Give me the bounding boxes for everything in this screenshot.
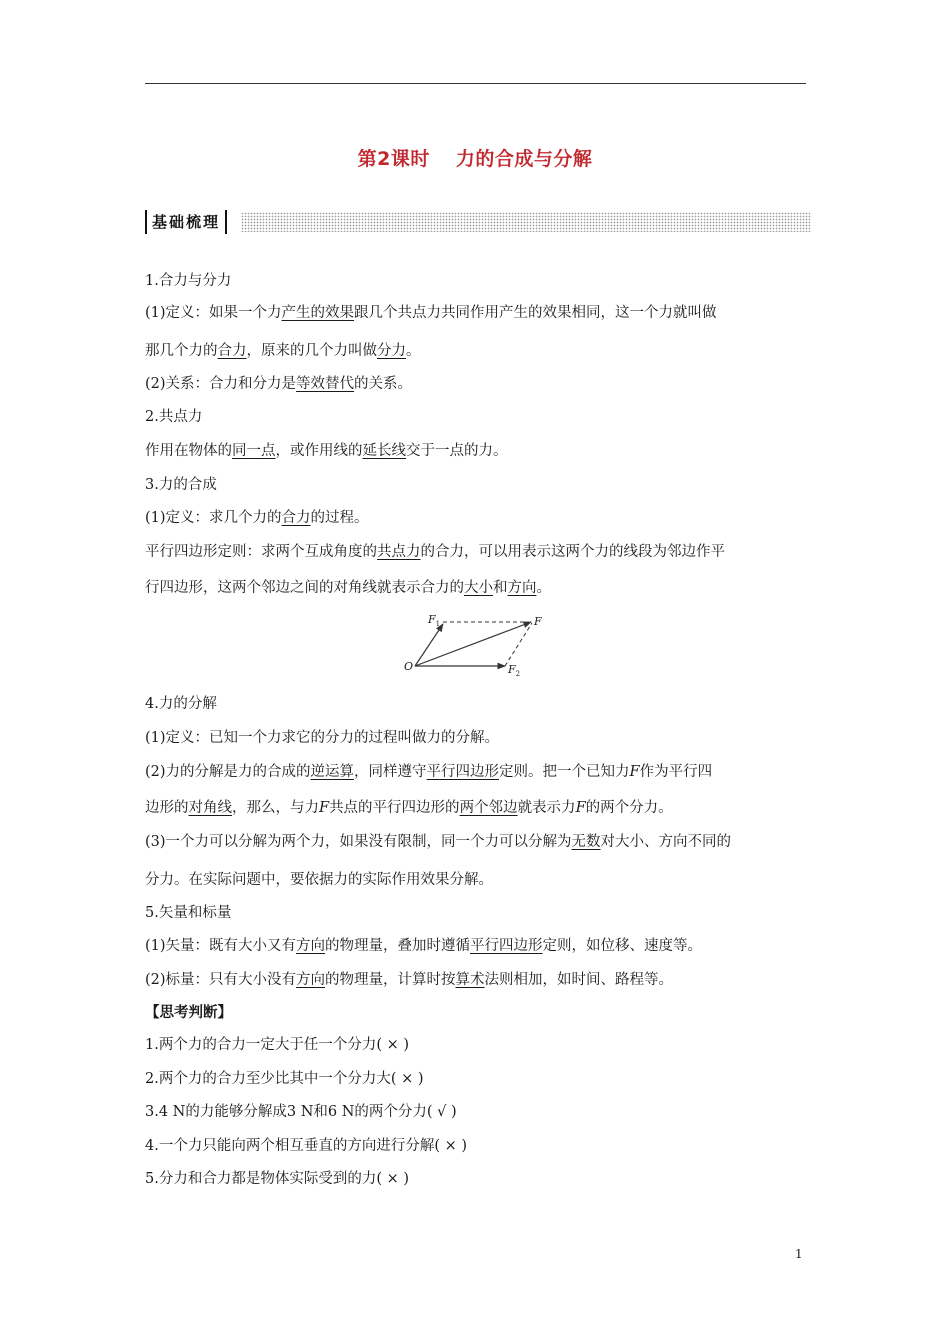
- s5-heading: 5.矢量和标量: [145, 905, 232, 921]
- s4-line-2: (2)力的分解是力的合成的逆运算，同样遵守平行四边形定则。把一个已知力F作为平行四: [145, 764, 713, 780]
- blank-answer: 产生的效果: [281, 305, 355, 321]
- blank-answer: 延长线: [362, 443, 406, 459]
- s5-line-2: (2)标量：只有大小没有方向的物理量，计算时按算术法则相加，如时间、路程等。: [145, 972, 674, 988]
- blank-answer: 对角线: [188, 800, 232, 816]
- f1-vector: [415, 624, 443, 666]
- judge-item-1: 1.两个力的合力一定大于任一个分力( × ): [145, 1037, 410, 1053]
- section-dots: [241, 212, 811, 232]
- lesson-topic: 力的合成与分解: [455, 148, 593, 170]
- blank-answer: 方向: [507, 580, 537, 596]
- section-banner: [145, 210, 811, 234]
- parallelogram-diagram: [395, 610, 555, 682]
- blank-answer: 同一点: [232, 443, 276, 459]
- blank-answer: 平行四边形: [470, 938, 543, 954]
- s4-line-3: 边形的对角线，那么，与力F共点的平行四边形的两个邻边就表示力F的两个分力。: [145, 800, 673, 816]
- s4-line-1: (1)定义：已知一个力求它的分力的过程叫做力的分解。: [145, 730, 500, 746]
- lesson-number: 第2课时: [357, 148, 430, 170]
- blank-answer: 分力: [377, 343, 406, 359]
- label-o: O: [404, 660, 414, 673]
- label-f2: $F_2$: [508, 663, 521, 678]
- judge-item-5: 5.分力和合力都是物体实际受到的力( × ): [145, 1171, 410, 1187]
- judge-item-4: 4.一个力只能向两个相互垂直的方向进行分解( × ): [145, 1138, 468, 1154]
- s4-heading: 4.力的分解: [145, 696, 217, 712]
- s1-line-3: (2)关系：合力和分力是等效替代的关系。: [145, 376, 413, 392]
- s1-heading: 1.合力与分力: [145, 273, 232, 289]
- s1-line-2: 那几个力的合力，原来的几个力叫做分力。: [145, 343, 421, 359]
- page-number: 1: [795, 1247, 803, 1261]
- dashed-right: [505, 623, 532, 666]
- judge-item-2: 2.两个力的合力至少比其中一个分力大( × ): [145, 1071, 424, 1087]
- s3-line-1: (1)定义：求几个力的合力的过程。: [145, 510, 369, 526]
- blank-answer: 方向: [296, 972, 326, 988]
- blank-answer: 共点力: [377, 544, 421, 560]
- blank-answer: 算术: [455, 972, 485, 988]
- blank-answer: 合力: [217, 343, 247, 359]
- header-rule: [145, 83, 806, 84]
- blank-answer: 逆运算: [310, 764, 355, 780]
- blank-answer: 方向: [296, 938, 326, 954]
- blank-answer: 平行四边形: [426, 764, 500, 780]
- blank-answer: 合力: [281, 510, 311, 526]
- s3-line-3: 行四边形，这两个邻边之间的对角线就表示合力的大小和方向。: [145, 580, 551, 596]
- s5-line-1: (1)矢量：既有大小又有方向的物理量，叠加时遵循平行四边形定则，如位移、速度等。: [145, 938, 703, 954]
- blank-answer: 两个邻边: [459, 800, 518, 816]
- s3-line-2: 平行四边形定则：求两个互成角度的共点力的合力，可以用表示这两个力的线段为邻边作平: [145, 544, 725, 560]
- page-title: [0, 144, 950, 171]
- judge-item-3: 3.4 N的力能够分解成3 N和6 N的两个分力( √ ): [145, 1104, 457, 1120]
- s1-line-1: (1)定义：如果一个力产生的效果跟几个共点力共同作用产生的效果相同，这一个力就叫做: [145, 305, 717, 321]
- blank-answer: 无数: [571, 834, 601, 850]
- blank-answer: 等效替代: [296, 376, 355, 392]
- blank-answer: 大小: [464, 580, 493, 596]
- label-f: F: [534, 615, 542, 628]
- label-f1: $F_1$: [428, 613, 441, 628]
- section-label: 基础梳理: [145, 210, 227, 234]
- s4-line-4: (3)一个力可以分解为两个力，如果没有限制，同一个力可以分解为无数对大小、方向不同的: [145, 834, 732, 850]
- s4-line-5: 分力。在实际问题中，要依据力的实际作用效果分解。: [145, 872, 493, 888]
- think-heading: 【思考判断】: [145, 1004, 232, 1021]
- s3-heading: 3.力的合成: [145, 477, 217, 493]
- s2-heading: 2.共点力: [145, 409, 203, 425]
- resultant-vector: [415, 622, 531, 666]
- s2-line-1: 作用在物体的同一点，或作用线的延长线交于一点的力。: [145, 443, 508, 459]
